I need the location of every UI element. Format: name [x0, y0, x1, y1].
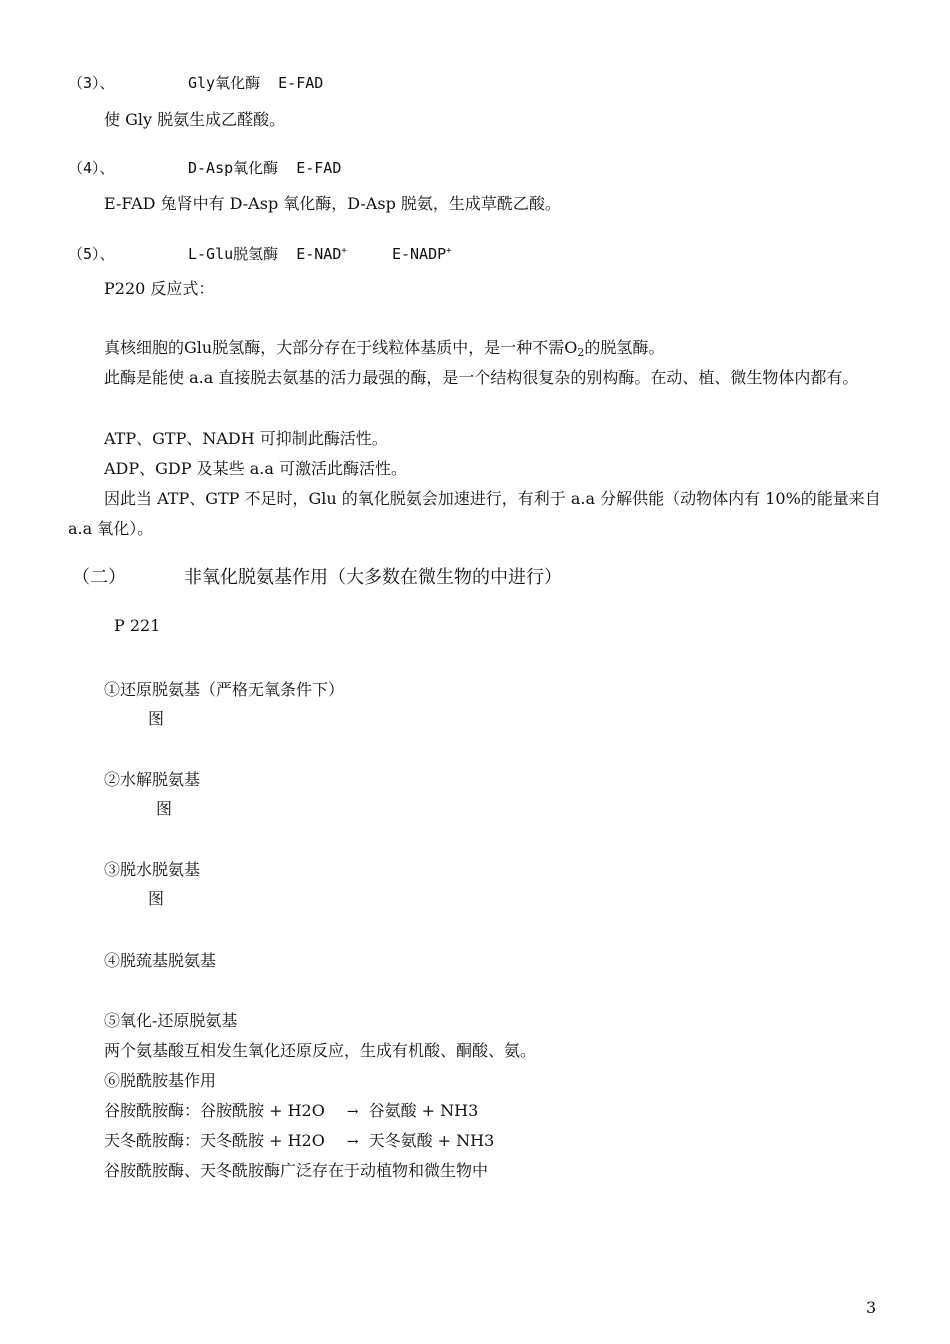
item-5-enzyme [188, 243, 452, 264]
reaction-glutaminase [104, 1098, 478, 1121]
figure-placeholder: 图 [148, 709, 165, 728]
subscript: 2 [577, 346, 585, 359]
reaction-reactants: 天冬酰胺 + H2O [200, 1131, 325, 1150]
item-4-number: （4）、 [68, 159, 115, 177]
paragraph-allosteric-enzyme: 此酶是能使 a.a 直接脱去氨基的活力最强的酶，是一个结构很复杂的别构酶。在动、植、微生物体内都有。 [104, 368, 859, 387]
section-number: （二） [72, 567, 126, 588]
item-5-description: P220 反应式： [104, 279, 215, 298]
figure-placeholder: 图 [156, 799, 173, 818]
arrow-right-icon: → [346, 1104, 359, 1120]
item-5-number: （5）、 [68, 245, 115, 263]
closing-sentence: 谷胺酰胺酶、天冬酰胺酶广泛存在于动植物和微生物中 [104, 1161, 489, 1180]
page-reference: P 221 [114, 616, 161, 635]
reaction-asparaginase [104, 1128, 494, 1151]
coenzyme: E-FAD [296, 159, 342, 177]
coenzyme-nadp: E-NADP [391, 245, 447, 263]
subitem-desulfhydration: ④脱巯基脱氨基 [104, 951, 217, 970]
subitem-reductive-deamination: ①还原脱氨基（严格无氧条件下） [104, 680, 345, 699]
subitem-redox-deamination: ⑤氧化-还原脱氨基 [104, 1011, 238, 1030]
paragraph-inhibitors: ATP、GTP、NADH 可抑制此酶活性。 [104, 429, 388, 448]
page-number: 3 [866, 1298, 877, 1317]
section-title: 非氧化脱氨基作用（大多数在微生物的中进行） [184, 567, 562, 588]
superscript-plus: + [446, 246, 452, 256]
coenzyme: E-FAD [278, 74, 324, 92]
item-3-number: （3）、 [68, 74, 115, 92]
reaction-products: 天冬氨酸 + NH3 [368, 1131, 495, 1150]
paragraph-energy: 因此当 ATP、GTP 不足时，Glu 的氧化脱氨会加速进行，有利于 a.a 分解供能（动物体内有 10%的能量来自 a.a 氧化）。 [68, 489, 881, 538]
subitem-dehydrative-deamination: ③脱水脱氨基 [104, 860, 201, 879]
subitem-hydrolytic-deamination: ②水解脱氨基 [104, 770, 201, 789]
paragraph-activators: ADP、GDP 及某些 a.a 可激活此酶活性。 [104, 459, 407, 478]
enzyme-name: D-Asp氧化酶 [188, 159, 279, 177]
item-3-description: 使 Gly 脱氨生成乙醛酸。 [104, 110, 286, 129]
item-3-enzyme [188, 72, 323, 93]
item-4-enzyme [188, 157, 341, 178]
superscript-plus: + [341, 246, 347, 256]
subitem-redox-description: 两个氨基酸互相发生氧化还原反应，生成有机酸、酮酸、氨。 [104, 1041, 537, 1060]
subitem-deamidation: ⑥脱酰胺基作用 [104, 1071, 217, 1090]
arrow-right-icon: → [346, 1134, 359, 1150]
item-4-description: E-FAD 兔肾中有 D-Asp 氧化酶，D-Asp 脱氨，生成草酰乙酸。 [104, 194, 561, 213]
coenzyme-nad: E-NAD [296, 245, 342, 263]
enzyme-name: Gly氧化酶 [188, 74, 261, 92]
paragraph-text: 的脱氢酶。 [584, 338, 665, 357]
reaction-reactants: 谷胺酰胺 + H2O [200, 1101, 325, 1120]
enzyme-name: L-Glu脱氢酶 [188, 245, 279, 263]
figure-placeholder: 图 [148, 889, 165, 908]
paragraph-text: 真核细胞的Glu脱氢酶，大部分存在于线粒体基质中，是一种不需O [104, 338, 578, 357]
reaction-enzyme: 谷胺酰胺酶： [104, 1101, 201, 1120]
reaction-products: 谷氨酸 + NH3 [368, 1101, 479, 1120]
reaction-enzyme: 天冬酰胺酶： [104, 1131, 201, 1150]
